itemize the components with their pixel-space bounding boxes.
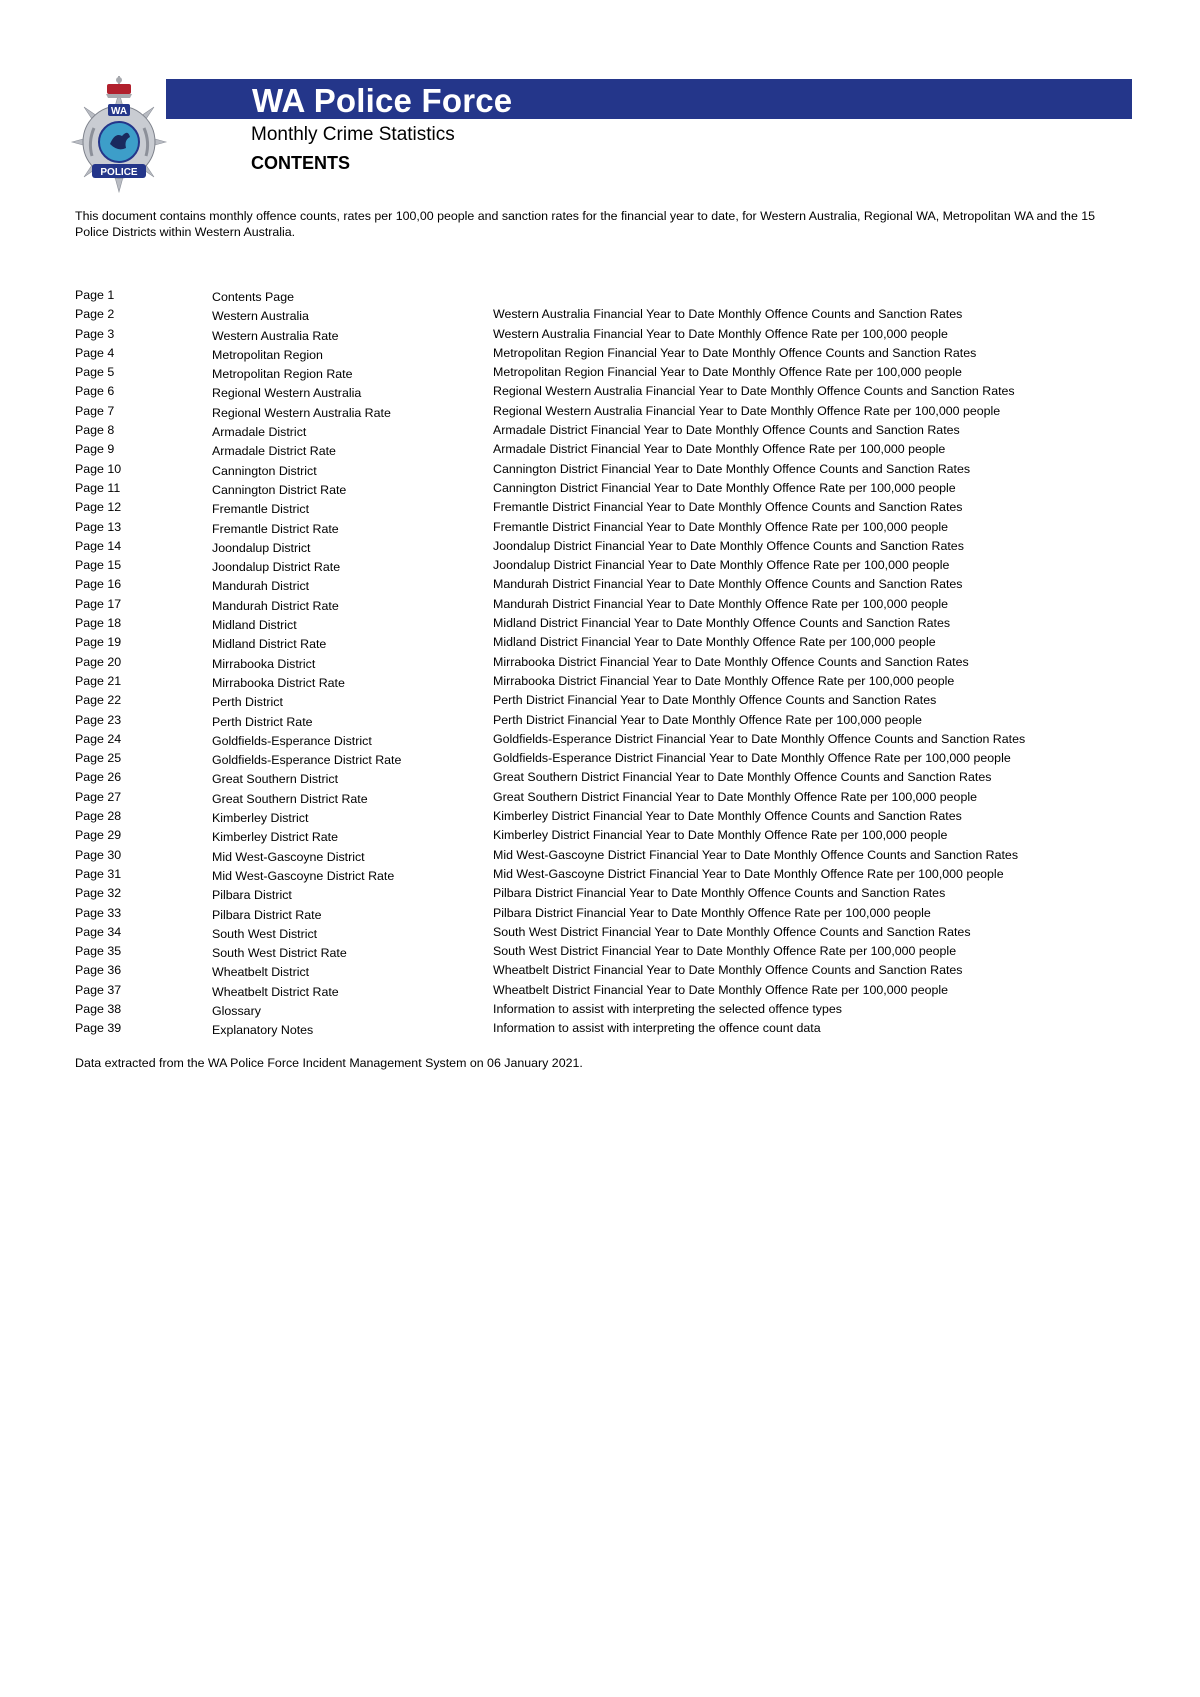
toc-section-title: Explanatory Notes bbox=[212, 1023, 314, 1038]
toc-section-description: Joondalup District Financial Year to Date Monthly Offence Counts and Sanction Rates bbox=[493, 538, 964, 553]
toc-page-number: Page 31 bbox=[75, 866, 122, 881]
toc-section-description: Kimberley District Financial Year to Date Monthly Offence Rate per 100,000 people bbox=[493, 828, 948, 843]
toc-section-title: Western Australia bbox=[212, 309, 309, 324]
toc-section-title: Cannington District bbox=[212, 463, 317, 478]
toc-row bbox=[75, 520, 1135, 539]
toc-row bbox=[75, 1021, 1135, 1040]
toc-page-number: Page 1 bbox=[75, 288, 115, 302]
toc-row bbox=[75, 944, 1135, 963]
toc-section-description: Wheatbelt District Financial Year to Date Monthly Offence Rate per 100,000 people bbox=[493, 982, 949, 997]
toc-row bbox=[75, 327, 1135, 346]
toc-page-number: Page 32 bbox=[75, 886, 122, 901]
toc-section-title: South West District bbox=[212, 926, 318, 941]
toc-section-description: Great Southern District Financial Year to Date Monthly Offence Counts and Sanction Rates bbox=[493, 770, 992, 785]
toc-row bbox=[75, 848, 1135, 867]
toc-row bbox=[75, 790, 1135, 809]
toc-section-title: Metropolitan Region Rate bbox=[212, 367, 353, 382]
toc-section-title: Pilbara District bbox=[212, 888, 292, 903]
toc-page-number: Page 23 bbox=[75, 712, 122, 727]
toc-page-number: Page 8 bbox=[75, 423, 115, 438]
toc-section-description: Goldfields-Esperance District Financial Year to Date Monthly Offence Rate per 100,000 people bbox=[493, 751, 1011, 766]
toc-row bbox=[75, 616, 1135, 635]
toc-page-number: Page 10 bbox=[75, 461, 122, 476]
toc-row bbox=[75, 906, 1135, 925]
toc-page-number: Page 22 bbox=[75, 693, 122, 708]
toc-section-description: Wheatbelt District Financial Year to Date Monthly Offence Counts and Sanction Rates bbox=[493, 963, 963, 978]
toc-section-title: Joondalup District Rate bbox=[212, 560, 341, 575]
toc-section-title: Mid West-Gascoyne District bbox=[212, 849, 365, 864]
toc-section-title: Armadale District Rate bbox=[212, 444, 336, 459]
toc-section-description: Mid West-Gascoyne District Financial Year to Date Monthly Offence Counts and Sanction Rates bbox=[493, 847, 1019, 862]
toc-page-number: Page 18 bbox=[75, 616, 122, 631]
toc-page-number: Page 14 bbox=[75, 538, 122, 553]
toc-section-title: Perth District Rate bbox=[212, 714, 313, 729]
toc-section-description: Pilbara District Financial Year to Date Monthly Offence Rate per 100,000 people bbox=[493, 905, 931, 920]
toc-section-description: Pilbara District Financial Year to Date Monthly Offence Counts and Sanction Rates bbox=[493, 886, 946, 901]
toc-section-title: Pilbara District Rate bbox=[212, 907, 322, 922]
toc-section-description: Great Southern District Financial Year to Date Monthly Offence Rate per 100,000 people bbox=[493, 789, 977, 804]
toc-row bbox=[75, 307, 1135, 326]
toc-section-description: Mandurah District Financial Year to Date Monthly Offence Rate per 100,000 people bbox=[493, 596, 949, 611]
toc-row bbox=[75, 983, 1135, 1002]
toc-section-description: Regional Western Australia Financial Year to Date Monthly Offence Rate per 100,000 people bbox=[493, 403, 1001, 418]
intro-paragraph: This document contains monthly offence counts, rates per 100,00 people and sanction rates for the financial year to date, for Western Australia, Regional WA, Metropolitan WA and the 15 Police Districts within Western Australia. bbox=[75, 209, 1096, 239]
toc-page-number: Page 34 bbox=[75, 924, 122, 939]
toc-page-number: Page 37 bbox=[75, 982, 122, 997]
toc-row bbox=[75, 597, 1135, 616]
toc-row bbox=[75, 809, 1135, 828]
toc-page-number: Page 11 bbox=[75, 480, 121, 495]
toc-page-number: Page 12 bbox=[75, 500, 122, 515]
toc-section-description: Mandurah District Financial Year to Date Monthly Offence Counts and Sanction Rates bbox=[493, 577, 963, 592]
toc-section-description: Fremantle District Financial Year to Date Monthly Offence Counts and Sanction Rates bbox=[493, 500, 963, 515]
toc-section-title: Mandurah District Rate bbox=[212, 598, 339, 613]
svg-text:WA: WA bbox=[110, 106, 128, 117]
toc-section-title: Mid West-Gascoyne District Rate bbox=[212, 868, 395, 883]
toc-section-description: Mirrabooka District Financial Year to Date Monthly Offence Counts and Sanction Rates bbox=[493, 654, 969, 669]
toc-page-number: Page 24 bbox=[75, 731, 122, 746]
toc-section-description: South West District Financial Year to Date Monthly Offence Rate per 100,000 people bbox=[493, 944, 957, 959]
toc-page-number: Page 15 bbox=[75, 558, 122, 573]
toc-page-number: Page 33 bbox=[75, 905, 122, 920]
toc-page-number: Page 38 bbox=[75, 1001, 122, 1016]
toc-section-title: Armadale District bbox=[212, 425, 307, 440]
toc-page-number: Page 25 bbox=[75, 751, 122, 766]
toc-row bbox=[75, 655, 1135, 674]
toc-row bbox=[75, 867, 1135, 886]
toc-page-number: Page 28 bbox=[75, 809, 122, 824]
document-subtitle: Monthly Crime Statistics bbox=[251, 124, 455, 145]
toc-row bbox=[75, 346, 1135, 365]
toc-row bbox=[75, 404, 1135, 423]
toc-page-number: Page 2 bbox=[75, 307, 115, 322]
toc-row bbox=[75, 539, 1135, 558]
toc-section-description: Armadale District Financial Year to Date Monthly Offence Counts and Sanction Rates bbox=[493, 423, 960, 438]
toc-section-title: Regional Western Australia Rate bbox=[212, 405, 391, 420]
toc-page-number: Page 9 bbox=[75, 442, 115, 457]
toc-row bbox=[75, 925, 1135, 944]
toc-row bbox=[75, 732, 1135, 751]
toc-page-number: Page 36 bbox=[75, 963, 122, 978]
svg-text:POLICE: POLICE bbox=[100, 167, 138, 178]
toc-section-description: Mirrabooka District Financial Year to Date Monthly Offence Rate per 100,000 people bbox=[493, 673, 955, 688]
toc-row bbox=[75, 558, 1135, 577]
toc-section-title: Goldfields-Esperance District bbox=[212, 733, 372, 748]
toc-section-description: Metropolitan Region Financial Year to Date Monthly Offence Rate per 100,000 people bbox=[493, 365, 962, 380]
toc-section-description: Mid West-Gascoyne District Financial Year to Date Monthly Offence Rate per 100,000 people bbox=[493, 866, 1004, 881]
toc-row bbox=[75, 384, 1135, 403]
toc-row bbox=[75, 442, 1135, 461]
toc-section-title: Wheatbelt District bbox=[212, 965, 310, 980]
toc-page-number: Page 20 bbox=[75, 654, 122, 669]
toc-row bbox=[75, 770, 1135, 789]
toc-row bbox=[75, 751, 1135, 770]
table-of-contents bbox=[75, 288, 1135, 1041]
toc-page-number: Page 30 bbox=[75, 847, 122, 862]
toc-row bbox=[75, 1002, 1135, 1021]
toc-section-description: Information to assist with interpreting the offence count data bbox=[493, 1021, 821, 1036]
toc-section-description: Armadale District Financial Year to Date Monthly Offence Rate per 100,000 people bbox=[493, 442, 946, 457]
toc-section-description: Joondalup District Financial Year to Date Monthly Offence Rate per 100,000 people bbox=[493, 558, 950, 573]
toc-section-title: Midland District Rate bbox=[212, 637, 327, 652]
contents-heading: CONTENTS bbox=[251, 153, 350, 173]
toc-section-title: Kimberley District bbox=[212, 811, 309, 826]
toc-page-number: Page 16 bbox=[75, 577, 122, 592]
toc-section-title: Cannington District Rate bbox=[212, 482, 347, 497]
toc-page-number: Page 35 bbox=[75, 944, 122, 959]
toc-row bbox=[75, 288, 1135, 307]
toc-row bbox=[75, 886, 1135, 905]
toc-section-description: Kimberley District Financial Year to Date Monthly Offence Counts and Sanction Rates bbox=[493, 809, 962, 824]
toc-section-title: Metropolitan Region bbox=[212, 347, 323, 362]
toc-page-number: Page 7 bbox=[75, 403, 115, 418]
toc-section-title: Midland District bbox=[212, 618, 297, 633]
toc-page-number: Page 3 bbox=[75, 326, 115, 341]
toc-section-description: Perth District Financial Year to Date Monthly Offence Counts and Sanction Rates bbox=[493, 693, 937, 708]
toc-row bbox=[75, 423, 1135, 442]
toc-section-title: Wheatbelt District Rate bbox=[212, 984, 339, 999]
toc-section-title: Goldfields-Esperance District Rate bbox=[212, 753, 402, 768]
toc-row bbox=[75, 577, 1135, 596]
toc-row bbox=[75, 635, 1135, 654]
toc-row bbox=[75, 693, 1135, 712]
toc-section-description: South West District Financial Year to Date Monthly Offence Counts and Sanction Rates bbox=[493, 924, 971, 939]
toc-page-number: Page 19 bbox=[75, 635, 122, 650]
toc-row bbox=[75, 713, 1135, 732]
toc-section-description: Cannington District Financial Year to Date Monthly Offence Rate per 100,000 people bbox=[493, 480, 956, 495]
toc-page-number: Page 29 bbox=[75, 828, 122, 843]
data-extraction-note: Data extracted from the WA Police Force Incident Management System on 06 January 2021. bbox=[75, 1056, 583, 1070]
toc-page-number: Page 39 bbox=[75, 1021, 122, 1036]
toc-section-title: Western Australia Rate bbox=[212, 328, 339, 343]
toc-section-title: Joondalup District bbox=[212, 540, 311, 555]
toc-section-description: Western Australia Financial Year to Date Monthly Offence Counts and Sanction Rates bbox=[493, 307, 963, 322]
toc-row bbox=[75, 481, 1135, 500]
toc-section-title: Mandurah District bbox=[212, 579, 310, 594]
toc-page-number: Page 27 bbox=[75, 789, 122, 804]
toc-section-description: Cannington District Financial Year to Date Monthly Offence Counts and Sanction Rates bbox=[493, 461, 971, 476]
toc-section-description: Goldfields-Esperance District Financial Year to Date Monthly Offence Counts and Sanction Rates bbox=[493, 731, 1026, 746]
toc-row bbox=[75, 462, 1135, 481]
toc-page-number: Page 4 bbox=[75, 345, 115, 360]
title-bar bbox=[166, 79, 1132, 119]
toc-section-title: Regional Western Australia bbox=[212, 386, 362, 401]
toc-section-description: Regional Western Australia Financial Year to Date Monthly Offence Counts and Sanction Rates bbox=[493, 384, 1015, 399]
toc-row bbox=[75, 674, 1135, 693]
toc-section-title: Great Southern District bbox=[212, 772, 339, 787]
toc-section-description: Midland District Financial Year to Date Monthly Offence Rate per 100,000 people bbox=[493, 635, 936, 650]
toc-row bbox=[75, 963, 1135, 982]
toc-section-title: South West District Rate bbox=[212, 946, 347, 961]
toc-section-description: Midland District Financial Year to Date Monthly Offence Counts and Sanction Rates bbox=[493, 616, 951, 631]
document-title: WA Police Force bbox=[252, 82, 513, 119]
toc-section-title: Contents Page bbox=[212, 290, 294, 304]
toc-section-title: Fremantle District bbox=[212, 502, 310, 517]
toc-section-title: Glossary bbox=[212, 1003, 261, 1018]
toc-section-title: Kimberley District Rate bbox=[212, 830, 338, 845]
toc-section-description: Fremantle District Financial Year to Date Monthly Offence Rate per 100,000 people bbox=[493, 519, 949, 534]
toc-row bbox=[75, 828, 1135, 847]
toc-section-description: Metropolitan Region Financial Year to Date Monthly Offence Counts and Sanction Rates bbox=[493, 345, 977, 360]
toc-section-title: Perth District bbox=[212, 695, 283, 710]
toc-section-title: Mirrabooka District Rate bbox=[212, 675, 345, 690]
toc-row bbox=[75, 365, 1135, 384]
toc-section-description: Information to assist with interpreting the selected offence types bbox=[493, 1001, 842, 1016]
toc-page-number: Page 26 bbox=[75, 770, 122, 785]
toc-page-number: Page 17 bbox=[75, 596, 122, 611]
toc-section-description: Perth District Financial Year to Date Monthly Offence Rate per 100,000 people bbox=[493, 712, 922, 727]
toc-section-title: Great Southern District Rate bbox=[212, 791, 368, 806]
toc-page-number: Page 13 bbox=[75, 519, 122, 534]
toc-section-title: Fremantle District Rate bbox=[212, 521, 339, 536]
toc-page-number: Page 6 bbox=[75, 384, 115, 399]
toc-page-number: Page 21 bbox=[75, 673, 122, 688]
police-badge-logo bbox=[70, 74, 168, 194]
toc-section-title: Mirrabooka District bbox=[212, 656, 316, 671]
toc-row bbox=[75, 500, 1135, 519]
toc-page-number: Page 5 bbox=[75, 365, 115, 380]
toc-section-description: Western Australia Financial Year to Date Monthly Offence Rate per 100,000 people bbox=[493, 326, 948, 341]
